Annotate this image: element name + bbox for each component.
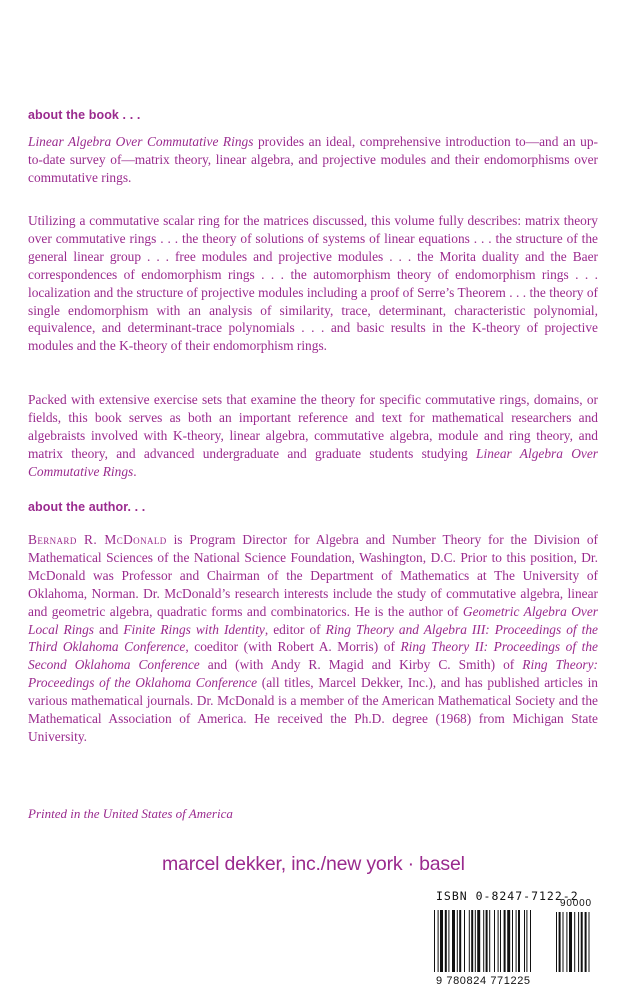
barcode-addon-bar <box>569 912 572 972</box>
book-audience-paragraph <box>28 391 598 481</box>
barcode-bar <box>504 910 506 972</box>
barcode-bar <box>512 910 513 972</box>
bio-text-6: (all titles, Marcel Dekker, Inc.), and has published articles in various mathematical journals. Dr. McDonald is a member of the American Mathematical Society and the Mathematical Association of America. He received the Ph.D. degree (1968) from Michigan State University. <box>28 675 598 744</box>
barcode-bar <box>469 910 470 972</box>
book-title: Linear Algebra Over Commutative Rings <box>28 134 254 149</box>
barcode-addon-bar <box>578 912 579 972</box>
author-name: Bernard R. McDonald <box>28 532 167 547</box>
barcode-bar <box>457 910 458 972</box>
barcode-bar <box>507 910 510 972</box>
publisher-imprint: marcel dekker, inc./new york · basel <box>162 853 465 875</box>
book-intro-paragraph <box>28 133 598 187</box>
barcode-bar <box>448 910 449 972</box>
price-code: 90000 <box>560 898 592 909</box>
barcode-bar <box>530 910 531 972</box>
barcode-bar <box>498 910 499 972</box>
isbn-label: ISBN 0-8247-7122-2 <box>436 889 579 903</box>
barcode-addon-bar <box>585 912 587 972</box>
barcode-bar <box>464 910 465 972</box>
barcode-bar <box>494 910 495 972</box>
barcode-bar <box>516 910 517 972</box>
barcode <box>426 900 604 986</box>
book-contents-paragraph: Utilizing a commutative scalar ring for the matrices discussed, this volume fully describes: matrix theory over commutative rings . . . the theory of solutions of systems of linear equations . . . the structure of the general linear group . . . free modules and projective modules . . . the Morita duality and the Baer correspondences of endomorphism rings . . . the automorphism theory of endomorphism rings . . . localization and the structure of projective modules including a proof of Serre’s Theorem . . . the theory of single endomorphism with an analysis of similarity, trace, determinant, characteristic polynomial, equivalence, and determinant-trace polynomials . . . and basic results in the K-theory of projective modules and the K-theory of their endomorphism rings. <box>28 213 598 354</box>
book-finite-rings: Finite Rings with Identity <box>123 621 265 637</box>
author-bio-paragraph <box>28 531 598 746</box>
barcode-bar <box>526 910 527 972</box>
barcode-bar <box>477 910 480 972</box>
barcode-addon-bar <box>556 912 557 972</box>
bio-text-5: and (with Andy R. Magid and Kirby C. Smith) of <box>199 657 523 673</box>
barcode-digits: 9 780824 771225 <box>436 975 531 987</box>
barcode-bar <box>459 910 461 972</box>
barcode-addon-bar <box>581 912 583 972</box>
about-the-author-heading: about the author. . . <box>28 500 146 514</box>
bio-text-3: , editor of <box>264 621 326 637</box>
printed-in-usa: Printed in the United States of America <box>28 806 233 821</box>
audience-text: Packed with extensive exercise sets that examine the theory for specific commutative rings, domains, or fields, this book serves as both an important reference and text for mathematical researchers and algebraists involved with K-theory, linear algebra, commutative algebra, module and ring theory, and matrix theory, and advanced undergraduate and graduate students studying <box>28 392 598 461</box>
barcode-addon-bar <box>559 912 561 972</box>
barcode-bar <box>518 910 520 972</box>
barcode-addon-bar <box>566 912 567 972</box>
barcode-bar <box>434 910 435 972</box>
barcode-bar <box>471 910 473 972</box>
barcode-addon-bar <box>574 912 575 972</box>
bio-text-1: is Program Director for Algebra and Number Theory for the Division of Mathematical Sciences of the National Science Foundation, Washington, D.C. Prior to this position, Dr. McDonald was Professor and Chairman of the Department of Mathematics at The University of Oklahoma, Norman. Dr. McDonald’s research interests include the study of commutative algebra, linear and geometric algebra, quadratic forms and combinatorics. He is the author of <box>28 532 598 619</box>
about-the-book-heading: about the book . . . <box>28 108 141 122</box>
barcode-addon-bar <box>563 912 564 972</box>
barcode-bar <box>486 910 488 972</box>
barcode-bar <box>475 910 476 972</box>
audience-end: . <box>133 463 137 479</box>
bio-text-2: and <box>94 621 124 637</box>
book-geometric-algebra: Geometric Algebra Over Local Rings <box>28 603 598 637</box>
barcode-addon-bar <box>589 912 590 972</box>
book-intro-text: provides an ideal, comprehensive introduction to—and an up-to-date survey of—matrix theory, linear algebra, and projective modules and their endomorphisms over commutative rings. <box>28 134 598 185</box>
book-ring-theory-iii: Ring Theory and Algebra III: Proceedings of the Third Oklahoma Conference <box>28 621 598 655</box>
barcode-bar <box>489 910 490 972</box>
book-ring-theory: Ring Theory: Proceedings of the Oklahoma Conference <box>28 657 599 691</box>
barcode-bar <box>445 910 447 972</box>
book-ring-theory-ii: Ring Theory II: Proceedings of the Second Oklahoma Conference <box>28 639 598 673</box>
barcode-bar <box>483 910 484 972</box>
barcode-bar <box>452 910 455 972</box>
bio-text-4: , coeditor (with Robert A. Morris) of <box>185 639 401 655</box>
barcode-bar <box>440 910 443 972</box>
barcode-bar <box>524 910 525 972</box>
barcode-bar <box>438 910 439 972</box>
barcode-bar <box>500 910 501 972</box>
book-title-repeat: Linear Algebra Over Commutative Rings <box>28 445 599 479</box>
